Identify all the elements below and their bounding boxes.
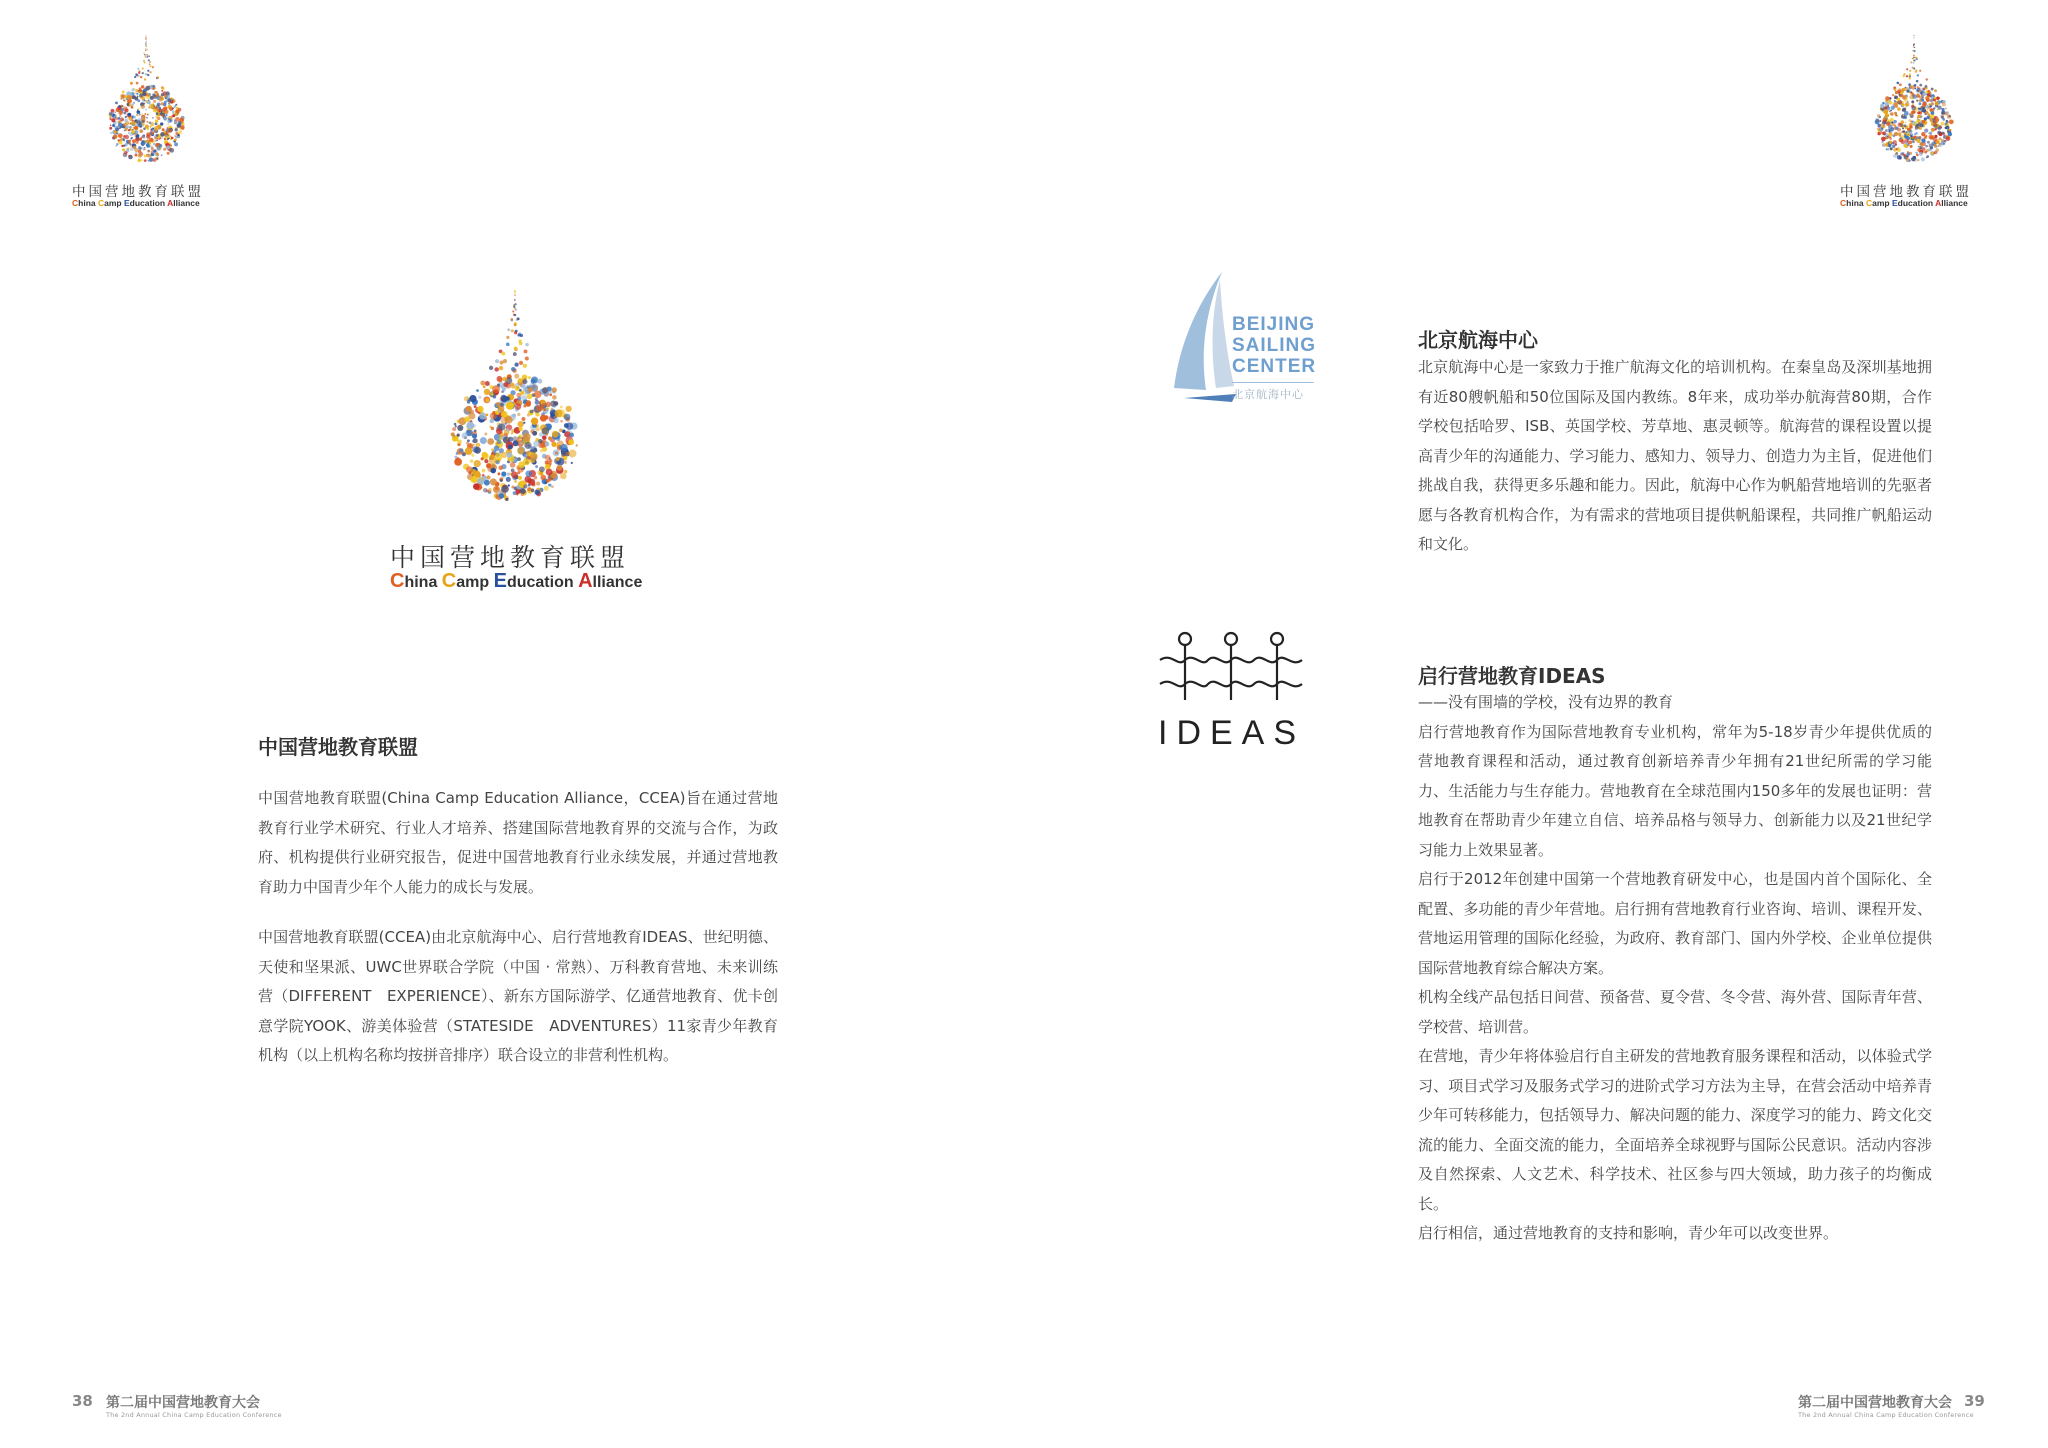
- ccea-paragraph-1: 中国营地教育联盟(China Camp Education Alliance，CCEA)旨在通过营地教育行业学术研究、行业人才培养、搭建国际营地教育界的交流与合作，为政府、机构提供行业研究报告，促进中国营地教育行业永续发展，并通过营地教育助力中国青少年个人能力的成长与发展。: [258, 789, 778, 896]
- main-logo-cn: 中国营地教育联盟: [390, 543, 631, 572]
- sailing-section-title: 北京航海中心: [1418, 328, 1538, 352]
- ideas-section-title: 启行营地教育IDEAS: [1418, 664, 1606, 688]
- ideas-paragraph-2: 启行于2012年创建中国第一个营地教育研发中心，也是国内首个国际化、全配置、多功能的青少年营地。启行拥有营地教育行业咨询、培训、课程开发、营地运用管理的国际化经验，为政府、教育部门、国内外学校、企业单位提供国际营地教育综合解决方案。: [1418, 870, 1932, 977]
- ccea-paragraph-2: 中国营地教育联盟(CCEA)由北京航海中心、启行营地教育IDEAS、世纪明德、天使和坚果派、UWC世界联合学院（中国 · 常熟）、万科教育营地、未来训练营（DIFFERENT EXPERIENCE）、新东方国际游学、亿通营地教育、优卡创意学院YOOK、游美体验营（STATESIDE ADVENTURES）11家青少年教育机构（以上机构名称均按拼音排序）联合设立的非营利性机构。: [258, 928, 778, 1064]
- ideas-figures-icon: [1158, 630, 1304, 710]
- header-logo-en-right: China Camp Education Alliance: [1840, 198, 1968, 208]
- footer-subtitle-left: The 2nd Annual China Camp Education Conference: [106, 1411, 282, 1419]
- main-logo-droplet: [435, 282, 595, 510]
- ideas-paragraph-5: 启行相信，通过营地教育的支持和影响，青少年可以改变世界。: [1418, 1224, 1839, 1242]
- droplet-logo-icon: [1866, 30, 1962, 165]
- droplet-logo-icon: [98, 30, 194, 165]
- ideas-paragraph-3: 机构全线产品包括日间营、预备营、夏令营、冬令营、海外营、国际青年营、学校营、培训营。: [1418, 988, 1932, 1036]
- footer-subtitle-right: The 2nd Annual China Camp Education Conference: [1798, 1411, 1974, 1419]
- header-logo-cn-left: 中国营地教育联盟: [72, 184, 204, 200]
- sailing-logo-line-2: SAILING: [1232, 335, 1317, 356]
- page-number-right: 39: [1964, 1392, 1985, 1410]
- footer-title-right: 第二届中国营地教育大会: [1798, 1395, 1952, 1411]
- ideas-logo: [1158, 630, 1304, 756]
- header-logo-right: [1866, 30, 1962, 165]
- header-logo-left: [98, 30, 194, 165]
- sailing-logo-line-3: CENTER: [1232, 356, 1317, 377]
- beijing-sailing-center-logo: [1160, 270, 1320, 410]
- header-logo-en-left: China Camp Education Alliance: [72, 198, 200, 208]
- ideas-paragraph-4: 在营地，青少年将体验启行自主研发的营地教育服务课程和活动，以体验式学习、项目式学习及服务式学习的进阶式学习方法为主导，在营会活动中培养青少年可转移能力，包括领导力、解决问题的能力、深度学习的能力、跨文化交流的能力、全面交流的能力，全面培养全球视野与国际公民意识。活动内容涉及自然探索、人文艺术、科学技术、社区参与四大领域，助力孩子的均衡成长。: [1418, 1047, 1932, 1213]
- sailing-logo-cn: 北京航海中心: [1232, 388, 1304, 401]
- sailing-body: 北京航海中心是一家致力于推广航海文化的培训机构。在秦皇岛及深圳基地拥有近80艘帆船和50位国际及国内教练。8年来，成功举办航海营80期，合作学校包括哈罗、ISB、英国学校、芳草地、惠灵顿等。航海营的课程设置以提高青少年的沟通能力、学习能力、感知力、领导力、创造力为主旨，促进他们挑战自我，获得更多乐趣和能力。因此，航海中心作为帆船营地培训的先驱者愿与各教育机构合作，为有需求的营地项目提供帆船课程，共同推广帆船运动和文化。: [1418, 358, 1932, 553]
- ideas-body: [1418, 688, 1932, 1249]
- droplet-logo-icon: [435, 282, 595, 510]
- footer-title-left: 第二届中国营地教育大会: [106, 1395, 260, 1411]
- page-number-left: 38: [72, 1392, 93, 1410]
- header-logo-cn-right: 中国营地教育联盟: [1840, 184, 1972, 200]
- ideas-subtitle: ——没有围墙的学校，没有边界的教育: [1418, 693, 1674, 711]
- main-logo-en: China Camp Education Alliance: [390, 570, 643, 592]
- ideas-paragraph-1: 启行营地教育作为国际营地教育专业机构，常年为5-18岁青少年提供优质的营地教育课程和活动，通过教育创新培养青少年拥有21世纪所需的学习能力、生活能力与生存能力。营地教育在全球范围内150多年的发展也证明：营地教育在帮助青少年建立自信、培养品格与领导力、创新能力以及21世纪学习能力上效果显著。: [1418, 722, 1932, 859]
- sailing-logo-line-1: BEIJING: [1232, 314, 1316, 335]
- sail-icon: [1160, 270, 1240, 410]
- ccea-section-title: 中国营地教育联盟: [258, 735, 418, 759]
- ideas-logo-text: IDEAS: [1158, 714, 1306, 752]
